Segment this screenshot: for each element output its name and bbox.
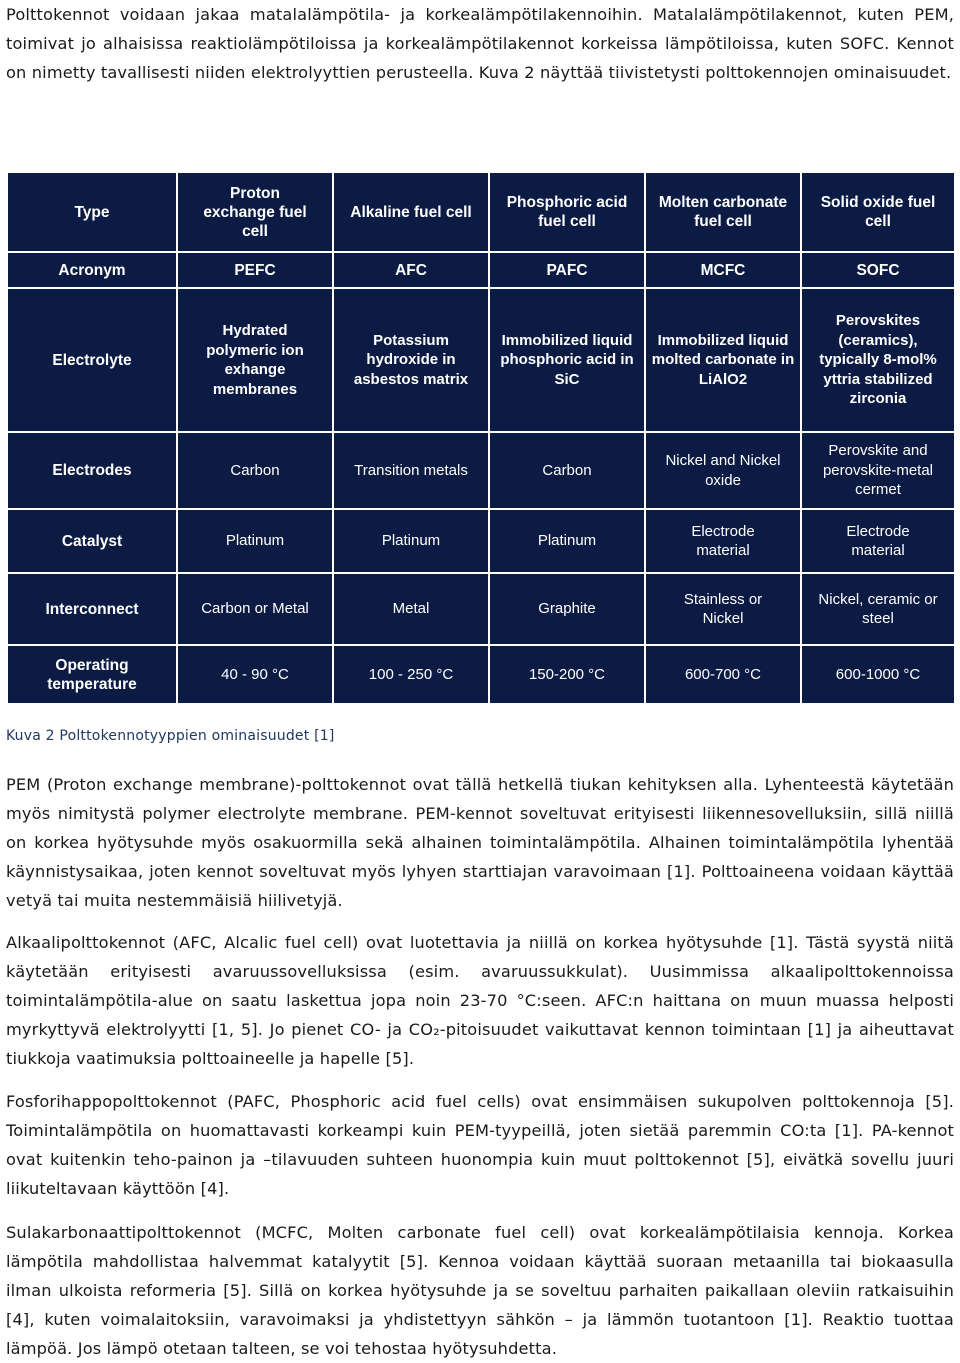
cell-catalyst-mcfc: Electrode material	[691, 522, 755, 559]
cell-electrodes-pefc: Carbon	[230, 461, 280, 479]
cell-electrolyte-mcfc: Immobilized liquid molted carbonate in LiAlO2	[651, 331, 795, 388]
table-header-mcfc: Molten carbonate fuel cell	[658, 194, 788, 230]
cell-electrodes-afc: Transition metals	[354, 461, 468, 479]
cell-acronym-pafc: PAFC	[546, 261, 588, 279]
cell-electrolyte-pefc: Hydrated polymeric ion exhange membranes	[206, 322, 304, 398]
cell-interconnect-afc: Metal	[392, 600, 430, 618]
table-header-pefc: Proton exchange fuel cell	[203, 184, 307, 240]
pem-paragraph: PEM (Proton exchange membrane)-polttokennot ovat tällä hetkellä tiukan kehityksen alla. Lyhenteestä käytetään myös nimitystä polymer electrolyte membrane. PEM-kennot soveltuvat erityisesti liikennesovelluksiin, sillä niillä on korkea hyötysuhde myös osakuormilla sekä alhainen toimintalämpötila. Alhainen toimintalämpötila lyhentää käynnistysaikaa, joten kennot soveltuvat myös lyhyen starttiajan varavoimaan [1]. Polttoaineena voidaan käyttää vetyä tai muita nestemmäisiä hiilivetyjä.	[6, 775, 954, 910]
row-label-operating-temperature: Operating temperature	[47, 656, 137, 693]
pafc-paragraph: Fosforihappopolttokennot (PAFC, Phosphoric acid fuel cells) ovat ensimmäisen sukupolven polttokennoja [5]. Toimintalämpötila on huomattavasti korkeampi kuin PEM-tyypeillä, joten sietää paremmin CO:ta [1]. PA-kennot ovat kuitenkin teho-painon ja –tilavuuden suhteen huonompia kuin muut polttokennot [5], eivätkä sovellu juuri liikuteltavaan käyttöön [4].	[6, 1092, 954, 1198]
cell-temperature-sofc: 600-1000 °C	[835, 665, 921, 683]
cell-acronym-sofc: SOFC	[856, 261, 900, 279]
fuel-cell-table-figure	[7, 172, 955, 704]
cell-catalyst-pefc: Platinum	[225, 532, 285, 550]
intro-paragraph: Polttokennot voidaan jakaa matalalämpötila- ja korkealämpötilakennoihin. Matalalämpötilakennot, kuten PEM, toimivat jo alhaisissa reaktiolämpötiloissa ja korkealämpötilakennot korkeissa lämpötiloissa, kuten SOFC. Kennot on nimetty tavallisesti niiden elektrolyyttien perusteella. Kuva 2 näyttää tiivistetysti polttokennojen ominaisuudet.	[6, 5, 954, 82]
cell-interconnect-pefc: Carbon or Metal	[201, 600, 309, 618]
cell-interconnect-sofc: Nickel, ceramic or steel	[818, 590, 938, 627]
table-header-afc: Alkaline fuel cell	[350, 203, 472, 221]
row-label-interconnect: Interconnect	[45, 600, 139, 618]
cell-electrodes-mcfc: Nickel and Nickel oxide	[665, 452, 781, 489]
table-header-sofc: Solid oxide fuel cell	[820, 194, 936, 230]
cell-catalyst-sofc: Electrode material	[846, 522, 910, 559]
cell-temperature-pafc: 150-200 °C	[528, 665, 606, 683]
cell-acronym-pefc: PEFC	[234, 261, 276, 279]
cell-acronym-afc: AFC	[395, 261, 427, 279]
row-label-catalyst: Catalyst	[61, 532, 123, 550]
cell-temperature-mcfc: 600-700 °C	[684, 665, 762, 683]
row-label-electrodes: Electrodes	[52, 462, 132, 479]
cell-temperature-pefc: 40 - 90 °C	[221, 665, 289, 683]
table-header-pafc: Phosphoric acid fuel cell	[506, 194, 628, 230]
figure-caption: Kuva 2 Polttokennotyyppien ominaisuudet [1]	[6, 728, 335, 744]
cell-electrolyte-sofc: Perovskites (ceramics), typically 8-mol% yttria stabilized zirconia	[819, 312, 937, 408]
mcfc-paragraph: Sulakarbonaattipolttokennot (MCFC, Molten carbonate fuel cell) ovat korkealämpötilaisia kennoja. Korkea lämpötila mahdollistaa halvemmat katalyytit [5]. Kennoa voidaan käyttää suoraan metaanilla tai biokaasulla ilman ulkoista reformeria [5]. Sillä on korkea hyötysuhde ja se soveltuu parhaiten paikallaan oleviin ratkaisuihin [4], kuten voimalaitoksiin, varavoimaksi ja yhdistettyyn sähkön – ja lämmön tuotantoon [1]. Reaktio tuottaa lämpöä. Jos lämpö otetaan talteen, se voi tehostaa hyötysuhdetta.	[6, 1223, 954, 1358]
row-label-electrolyte: Electrolyte	[52, 351, 132, 369]
afc-paragraph: Alkaalipolttokennot (AFC, Alcalic fuel cell) ovat luotettavia ja niillä on korkea hyötysuhde [1]. Tästä syystä niitä käytetään erityisesti avaruussovelluksissa (esim. avaruussukkulat). Uusimmissa alkaalipolttokennoissa toimintalämpötila-alue on saatu laskettua jopa noin 23-70 °C:seen. AFC:n haittana on muun muassa helposti myrkyttyvä elektrolyytti [1, 5]. Jo pienet CO- ja CO₂-pitoisuudet vaikuttavat kennon toimintaan [1] ja aiheuttavat tiukkoja vaatimuksia polttoaineelle ja hapelle [5].	[6, 933, 954, 1068]
cell-electrodes-sofc: Perovskite and perovskite-metal cermet	[822, 442, 934, 499]
row-label-acronym: Acronym	[58, 261, 126, 279]
cell-interconnect-pafc: Graphite	[538, 600, 596, 618]
cell-electrolyte-pafc: Immobilized liquid phosphoric acid in SiC	[500, 331, 634, 388]
table-header-type: Type	[74, 203, 110, 221]
cell-catalyst-afc: Platinum	[381, 532, 441, 550]
cell-catalyst-pafc: Platinum	[537, 532, 597, 550]
cell-acronym-mcfc: MCFC	[700, 261, 746, 279]
cell-electrodes-pafc: Carbon	[542, 461, 592, 479]
cell-electrolyte-afc: Potassium hydroxide in asbestos matrix	[353, 331, 469, 388]
cell-temperature-afc: 100 - 250 °C	[368, 665, 454, 683]
cell-interconnect-mcfc: Stainless or Nickel	[683, 590, 763, 627]
